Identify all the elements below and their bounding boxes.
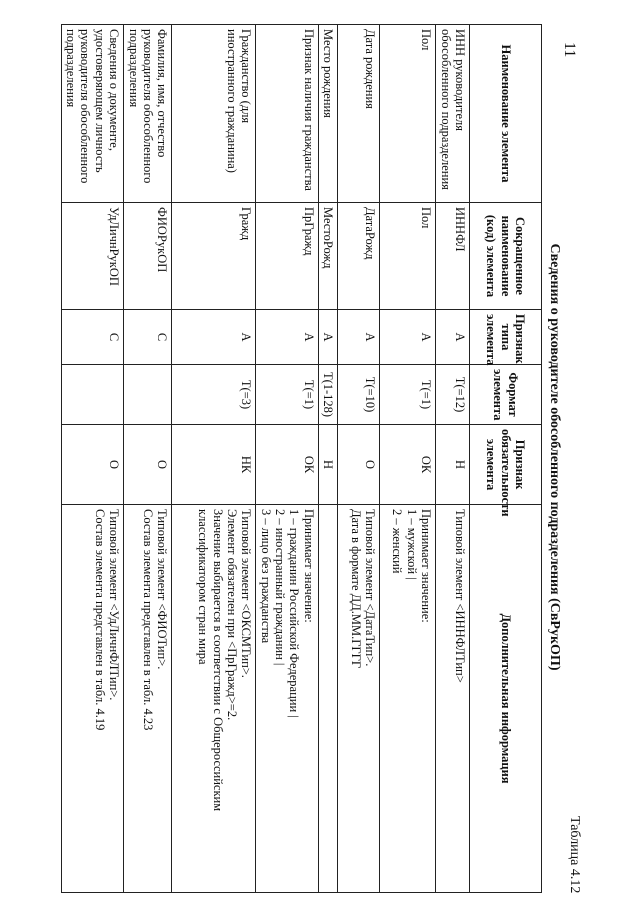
- element-code-cell: ИННФЛ: [436, 203, 470, 310]
- info-line: Типовой элемент <ИННФЛТип>: [453, 509, 467, 683]
- element-type-cell: А: [318, 310, 337, 365]
- element-code-cell: ФИОРукОП: [124, 203, 172, 310]
- element-code-cell: Гражд: [172, 203, 256, 310]
- info-line: Состав элемента представлен в табл. 4.19: [92, 509, 107, 731]
- additional-info-cell: [172, 505, 256, 893]
- info-line: 1 – мужской |: [404, 509, 419, 580]
- column-header: Дополнительная информация: [470, 505, 542, 893]
- element-code-cell: ДатаРожд: [338, 203, 380, 310]
- additional-info-cell: [436, 505, 470, 893]
- element-format-cell: T(=1): [256, 365, 319, 425]
- element-required-cell: Н: [436, 425, 470, 505]
- element-type-cell: А: [380, 310, 436, 365]
- element-format-cell: T(=12): [436, 365, 470, 425]
- table-row: [436, 25, 470, 893]
- element-name-cell: ИНН руководителя обособленного подразделения: [436, 25, 470, 203]
- additional-info-cell: [61, 505, 124, 893]
- additional-info-cell: [338, 505, 380, 893]
- additional-info-cell: [124, 505, 172, 893]
- element-name-cell: Гражданство (для иностранного гражданина): [172, 25, 256, 203]
- table-label: Таблица 4.12: [567, 816, 582, 894]
- element-type-cell: А: [172, 310, 256, 365]
- info-line: Типовой элемент <ОКСМТип>.: [239, 509, 254, 678]
- additional-info-cell: [380, 505, 436, 893]
- info-line: Типовой элемент <ФИОТип>.: [155, 509, 170, 670]
- additional-info-cell: [318, 505, 337, 893]
- info-line: Принимает значение:: [301, 509, 316, 623]
- info-line: Элемент обязателен при <ПрГражд>=2.: [225, 509, 239, 721]
- element-required-cell: Н: [318, 425, 337, 505]
- info-line: 2 – женский: [390, 509, 405, 574]
- info-line: Типовой элемент <ДатаТип>.: [363, 509, 378, 667]
- element-format-cell: T(=10): [338, 365, 380, 425]
- table-caption: Сведения о руководителе обособленного подразделения (СвРукОП): [547, 243, 562, 671]
- info-line: Состав элемента представлен в табл. 4.23: [141, 509, 155, 731]
- element-required-cell: О: [338, 425, 380, 505]
- info-line: 1 – гражданин Российской Федерации |: [287, 509, 302, 718]
- info-line: Типовой элемент <УдЛичнФЛТип>.: [107, 509, 122, 701]
- table-row: [338, 25, 380, 893]
- element-type-cell: А: [256, 310, 319, 365]
- element-type-cell: А: [338, 310, 380, 365]
- column-header: Сокращенное наименование (код) элемента: [470, 203, 542, 310]
- element-format-cell: T(=1): [380, 365, 436, 425]
- info-line: Принимает значение:: [419, 509, 434, 623]
- column-header: Признак типа элемента: [470, 310, 542, 365]
- element-format-cell: [124, 365, 172, 425]
- info-line: Дата в формате ДД.ММ.ГГГГ: [348, 509, 363, 669]
- element-name-cell: Пол: [380, 25, 436, 203]
- element-code-cell: УдЛичнРукОП: [61, 203, 124, 310]
- table-row: [256, 25, 319, 893]
- header-row: [470, 25, 542, 893]
- table-row: [318, 25, 337, 893]
- element-format-cell: T(=3): [172, 365, 256, 425]
- element-name-cell: Признак наличия гражданства: [256, 25, 319, 203]
- element-code-cell: Пол: [380, 203, 436, 310]
- element-name-cell: Сведения о документе, удостоверяющем личность руководителя обособленного подразделения: [61, 25, 124, 203]
- table-row: [380, 25, 436, 893]
- element-format-cell: [61, 365, 124, 425]
- element-type-cell: С: [61, 310, 124, 365]
- table-row: [172, 25, 256, 893]
- element-required-cell: О: [124, 425, 172, 505]
- table-row: [61, 25, 124, 893]
- column-header: Формат элемента: [470, 365, 542, 425]
- additional-info-cell: [256, 505, 319, 893]
- table-row: [124, 25, 172, 893]
- info-line: Значение выбирается в соответствии с Общероссийским классификатором стран мира: [196, 509, 225, 812]
- element-type-cell: А: [436, 310, 470, 365]
- element-required-cell: ОК: [380, 425, 436, 505]
- column-header: Наименование элемента: [470, 25, 542, 203]
- element-format-cell: T(1-128): [318, 365, 337, 425]
- element-name-cell: Место рождения: [318, 25, 337, 203]
- element-required-cell: ОК: [256, 425, 319, 505]
- element-required-cell: О: [61, 425, 124, 505]
- rotated-page-content: [22, 22, 582, 892]
- element-required-cell: НК: [172, 425, 256, 505]
- element-name-cell: Фамилия, имя, отчество руководителя обособленного подразделения: [124, 25, 172, 203]
- table-body: [61, 25, 469, 893]
- info-line: 2 – иностранный гражданин |: [273, 509, 288, 666]
- page-number: 11: [561, 42, 578, 58]
- element-type-cell: С: [124, 310, 172, 365]
- element-code-cell: МестоРожд: [318, 203, 337, 310]
- column-header: Признак обязательности элемента: [470, 425, 542, 505]
- element-name-cell: Дата рождения: [338, 25, 380, 203]
- element-code-cell: ПрГражд: [256, 203, 319, 310]
- info-line: 3 – лицо без гражданства: [258, 509, 273, 644]
- elements-table: [61, 24, 542, 893]
